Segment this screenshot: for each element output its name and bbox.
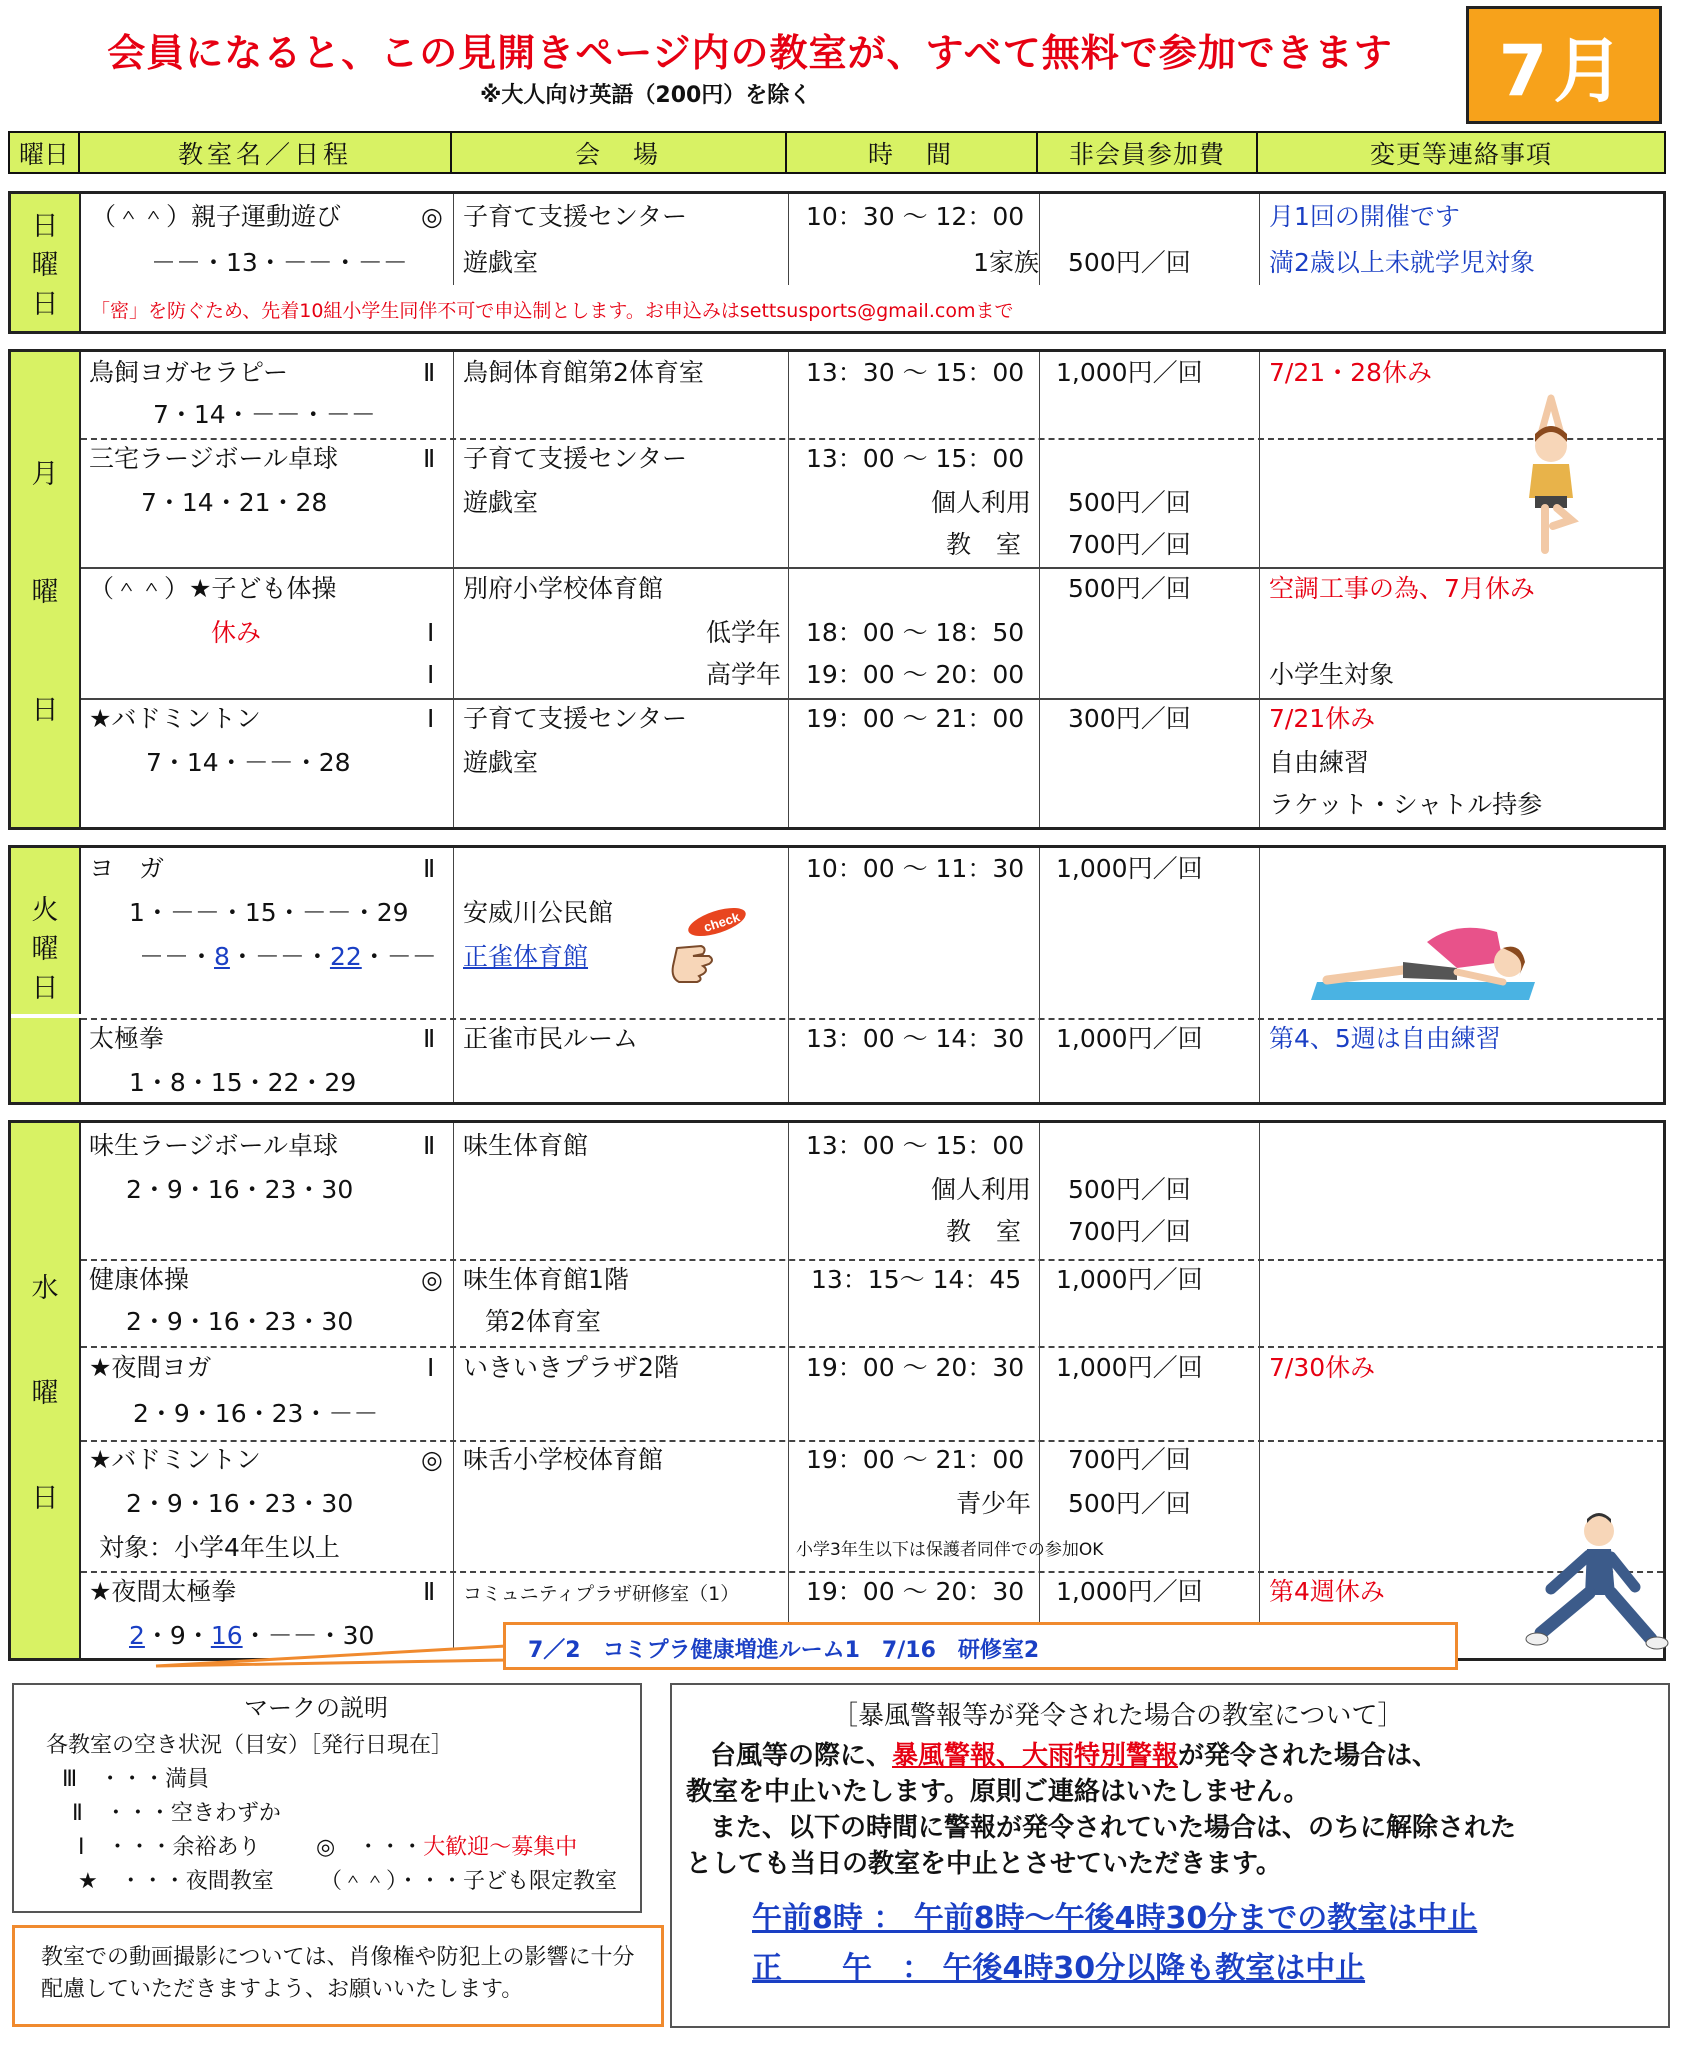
venue: いきいきプラザ2階 — [463, 1353, 679, 1382]
class-time: 19：00 ～ 20：30 — [806, 1353, 1025, 1382]
venue: コミュニティプラザ研修室（1） — [463, 1583, 740, 1605]
note: 小学生対象 — [1269, 660, 1395, 689]
legend-welcome: ◎ ・・・大歓迎～募集中 — [316, 1835, 578, 1860]
fee: 700円／回 — [1068, 530, 1191, 559]
mark: Ⅰ — [427, 660, 435, 689]
class-time: 18：00 ～ 18：50 — [806, 618, 1025, 647]
class-dates: 7・14・21・28 — [141, 488, 328, 517]
stretching-man-illustration — [1511, 1503, 1671, 1653]
venue-change-callout: 7／2 コミプラ健康増進ルーム1 7/16 研修室2 — [503, 1622, 1458, 1670]
venue-room: 遊戯室 — [463, 248, 539, 277]
fee: 300円／回 — [1068, 704, 1191, 733]
class-name: 三宅ラージボール卓球 — [89, 444, 339, 473]
application-banner: 「密」を防ぐため、先着10組小学生同伴不可で申込制とします。お申込みはsettsusports@gmail.comまで — [91, 300, 1014, 322]
legend-kids: （＾＾）・・・子ども限定教室 — [320, 1869, 618, 1894]
class-time: 10：30 ～ 12：00 — [806, 202, 1025, 231]
fee-label: 青少年 — [955, 1489, 1031, 1518]
class-time: 19：00 ～ 20：00 — [806, 660, 1025, 689]
class-time: 10：00 ～ 11：30 — [806, 854, 1025, 883]
class-name: （＾＾）親子運動遊び — [91, 202, 342, 231]
note: ラケット・シャトル持参 — [1269, 790, 1543, 819]
mark: Ⅱ — [423, 1577, 436, 1606]
note: 満2歳以上未就学児対象 — [1269, 248, 1535, 277]
class-target: 対象：小学4年生以上 — [99, 1533, 340, 1562]
day-label-sunday: 日 曜 日 — [11, 194, 81, 331]
mark: Ⅰ — [427, 618, 435, 647]
class-name: ★バドミントン — [89, 1445, 261, 1474]
venue: 子育て支援センター — [463, 704, 688, 733]
fee-unit: 1家族 — [973, 248, 1039, 277]
class-dates: 2・9・16・23・30 — [126, 1307, 354, 1336]
colhead-time: 時 間 — [785, 131, 1038, 174]
class-name: 太極拳 — [89, 1024, 165, 1053]
class-time: 13：00 ～ 14：30 — [806, 1024, 1025, 1053]
warning-line4: としても当日の教室を中止とさせていただきます。 — [686, 1849, 1282, 1879]
class-time: 19：00 ～ 20：30 — [806, 1577, 1025, 1606]
mark: ◎ — [421, 1265, 443, 1294]
class-time: 13：30 ～ 15：00 — [806, 358, 1025, 387]
legend-full: Ⅲ ・・・満員 — [62, 1767, 210, 1792]
page-headline: 会員になると、この見開きページ内の教室が、すべて無料で参加できます — [107, 31, 1393, 75]
colhead-notes: 変更等連絡事項 — [1256, 131, 1666, 174]
mark: Ⅰ — [427, 1353, 435, 1382]
legend-title: マークの説明 — [244, 1694, 388, 1722]
class-name: ★夜間太極拳 — [89, 1577, 237, 1606]
colhead-class: 教室名／日程 — [78, 131, 452, 174]
class-dates: 1・8・15・22・29 — [129, 1068, 357, 1097]
fee-label: 教 室 — [945, 530, 1021, 559]
class-name: （＾＾）★子ども体操 — [89, 574, 337, 603]
check-hand-icon — [663, 908, 748, 988]
class-time: 13：15～ 14：45 — [811, 1265, 1022, 1294]
venue: 子育て支援センター — [463, 444, 688, 473]
fee-label: 教 室 — [945, 1217, 1021, 1246]
grade-label: 高学年 — [705, 660, 781, 689]
class-time: 19：00 ～ 21：00 — [806, 704, 1025, 733]
class-dates: 2・9・16・23・30 — [126, 1175, 354, 1204]
class-name: ★バドミントン — [89, 704, 261, 733]
mark: Ⅰ — [427, 704, 435, 733]
day-label-wednesday: 水 曜 日 — [11, 1123, 81, 1658]
warning-line1: 台風等の際に、暴風警報、大雨特別警報が発令された場合は、 — [710, 1741, 1439, 1771]
fee: 500円／回 — [1068, 1489, 1191, 1518]
venue: 安威川公民館 — [463, 898, 614, 927]
note: 自由練習 — [1269, 748, 1370, 777]
venue-room: 第2体育室 — [485, 1307, 601, 1336]
class-dates: 2・9・16・23・－－ — [133, 1399, 379, 1428]
fee-label: 個人利用 — [930, 488, 1031, 517]
legend-room: Ⅰ ・・・余裕あり — [78, 1835, 261, 1860]
check-text: check — [701, 909, 742, 935]
warning-rule-noon: 正 午 ： 午後4時30分以降も教室は中止 — [752, 1951, 1366, 1986]
fee: 1,000円／回 — [1056, 1265, 1203, 1294]
note: 第4週休み — [1269, 1577, 1385, 1606]
page-subline: ※大人向け英語（200円）を除く — [480, 83, 812, 108]
class-time: 13：00 ～ 15：00 — [806, 1131, 1025, 1160]
note: 空調工事の為、7月休み — [1269, 574, 1535, 603]
colhead-fee: 非会員参加費 — [1036, 131, 1258, 174]
fee: 1,000円／回 — [1056, 1353, 1203, 1382]
venue: 味生体育館1階 — [463, 1265, 629, 1294]
note: 月1回の開催です — [1269, 202, 1460, 231]
grade-label: 低学年 — [705, 618, 781, 647]
tuesday-block — [8, 845, 1666, 1105]
mark-legend — [12, 1683, 642, 1913]
fee: 500円／回 — [1068, 248, 1191, 277]
note: 7/21休み — [1269, 704, 1376, 733]
legend-night: ★ ・・・夜間教室 — [78, 1869, 274, 1894]
colhead-day: 曜日 — [8, 131, 80, 174]
legend-subtitle: 各教室の空き状況（目安）［発行日現在］ — [46, 1733, 454, 1758]
mark: ◎ — [421, 202, 443, 231]
class-name: 鳥飼ヨガセラピー — [89, 358, 289, 387]
mark: Ⅱ — [423, 444, 436, 473]
yoga-fish-pose-illustration — [1307, 902, 1547, 1012]
class-name: 味生ラージボール卓球 — [89, 1131, 339, 1160]
class-dates-alt: －－・8・－－・22・－－ — [139, 942, 437, 971]
warning-line3: また、以下の時間に警報が発令されていた場合は、のちに解除された — [710, 1813, 1517, 1843]
mark: Ⅱ — [423, 1024, 436, 1053]
venue: 正雀市民ルーム — [463, 1024, 639, 1053]
fee-condition: 小学3年生以下は保護者同伴での参加OK — [796, 1540, 1104, 1560]
callout-pointer — [150, 1640, 510, 1670]
venue: 鳥飼体育館第2体育室 — [463, 358, 704, 387]
fee: 500円／回 — [1068, 488, 1191, 517]
fee: 1,000円／回 — [1056, 1024, 1203, 1053]
fee: 1,000円／回 — [1056, 358, 1203, 387]
venue: 別府小学校体育館 — [463, 574, 664, 603]
day-label-monday: 月 曜 日 — [11, 352, 81, 827]
venue: 子育て支援センター — [463, 202, 688, 231]
mark: Ⅱ — [423, 358, 436, 387]
fee: 1,000円／回 — [1056, 1577, 1203, 1606]
colhead-venue: 会 場 — [450, 131, 787, 174]
storm-warning-box — [670, 1683, 1670, 2028]
class-dates: 2・9・16・－－・30 — [129, 1621, 375, 1650]
fee: 500円／回 — [1068, 1175, 1191, 1204]
mark: Ⅱ — [423, 854, 436, 883]
wednesday-block — [8, 1120, 1666, 1661]
venue-link[interactable]: 正雀体育館 — [463, 942, 589, 971]
note: 7/30休み — [1269, 1353, 1376, 1382]
note: 第4、5週は自由練習 — [1269, 1024, 1501, 1053]
fee: 500円／回 — [1068, 574, 1191, 603]
warning-title: ［暴風警報等が発令された場合の教室について］ — [832, 1701, 1404, 1731]
venue: 味舌小学校体育館 — [463, 1445, 664, 1474]
class-name: ★夜間ヨガ — [89, 1353, 212, 1382]
mark: ◎ — [421, 1445, 443, 1474]
class-name: 健康体操 — [89, 1265, 190, 1294]
fee: 1,000円／回 — [1056, 854, 1203, 883]
legend-few: Ⅱ ・・・空きわずか — [72, 1801, 281, 1826]
warning-rule-8am: 午前8時 ： 午前8時～午後4時30分までの教室は中止 — [752, 1901, 1478, 1936]
fee: 700円／回 — [1068, 1445, 1191, 1474]
sunday-block — [8, 191, 1666, 334]
filming-notice: 教室での動画撮影については、肖像権や防犯上の影響に十分配慮していただきますよう、お願いいたします。 — [12, 1925, 664, 2027]
fee-label: 個人利用 — [930, 1175, 1031, 1204]
class-time: 13：00 ～ 15：00 — [806, 444, 1025, 473]
class-time: 19：00 ～ 21：00 — [806, 1445, 1025, 1474]
venue-room: 遊戯室 — [463, 488, 539, 517]
class-dates: 7・14・－－・－－ — [153, 400, 376, 429]
mark: Ⅱ — [423, 1131, 436, 1160]
class-dates: 7・14・－－・28 — [146, 748, 351, 777]
yoga-tree-pose-illustration — [1501, 394, 1601, 556]
class-dates: －－・13・－－・－－ — [151, 248, 408, 277]
note: 7/21・28休み — [1269, 358, 1432, 387]
month-badge: 7月 — [1466, 6, 1662, 124]
venue-room: 遊戯室 — [463, 748, 539, 777]
class-dates: 2・9・16・23・30 — [126, 1489, 354, 1518]
monday-block — [8, 349, 1666, 830]
class-dates: 1・－－・15・－－・29 — [129, 898, 409, 927]
venue: 味生体育館 — [463, 1131, 589, 1160]
warning-line2: 教室を中止いたします。原則ご連絡はいたしません。 — [686, 1777, 1310, 1807]
day-label-tuesday: 火 曜 日 — [11, 848, 81, 1014]
status-off: 休み — [211, 618, 262, 647]
class-name: ヨ ガ — [89, 854, 165, 883]
fee: 700円／回 — [1068, 1217, 1191, 1246]
